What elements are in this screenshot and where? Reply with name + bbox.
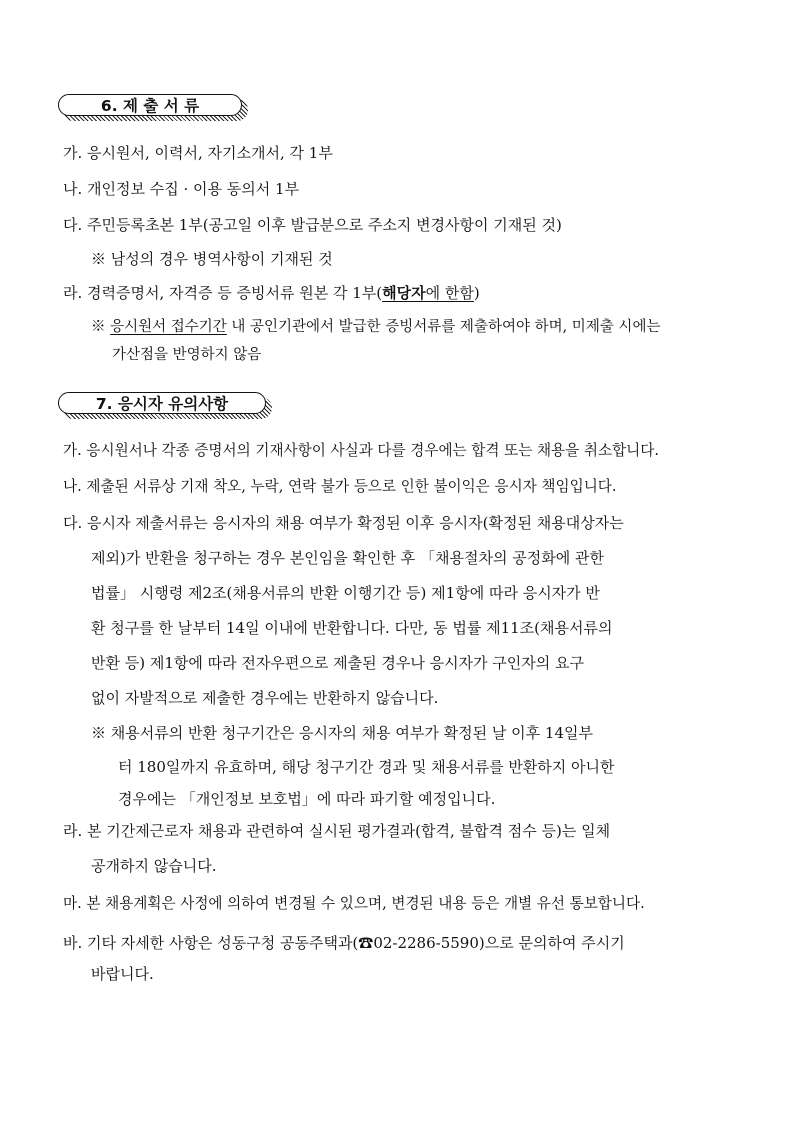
- ba-text-post: )으로 문의하여 주시기: [478, 934, 625, 952]
- section-7-item-ba-line1: [63, 933, 625, 953]
- section-7-item-da-line6: 없이 자발적으로 제출한 경우에는 반환하지 않습니다.: [91, 689, 439, 707]
- section-7-item-ra-line2: 공개하지 않습니다.: [91, 857, 217, 875]
- phone-icon: ☎: [358, 934, 374, 952]
- section-6-item-na: 나. 개인정보 수집 · 이용 동의서 1부: [63, 180, 300, 198]
- section-7-item-na: 나. 제출된 서류상 기재 착오, 누락, 연락 불가 등으로 인한 불이익은 응시자 책임입니다.: [63, 478, 617, 495]
- section-7-item-ba-line2: 바랍니다.: [91, 965, 154, 983]
- section-6-heading: [58, 94, 248, 118]
- note-mark: ※: [91, 319, 111, 335]
- section-7-item-da-line5: 반환 등) 제1항에 따라 전자우편으로 제출된 경우나 응시자가 구인자의 요구: [91, 654, 585, 672]
- ra-applicable-note: [382, 284, 474, 302]
- section-7-item-da-note-line3: 경우에는 「개인정보 보호법」에 따라 파기할 예정입니다.: [118, 790, 496, 808]
- section-7-item-da-line2: 제외)가 반환을 청구하는 경우 본인임을 확인한 후 「채용절차의 공정화에 관한: [91, 549, 604, 567]
- section-7-item-da-note-line2: 터 180일까지 유효하며, 해당 청구기간 경과 및 채용서류를 반환하지 아니한: [118, 758, 615, 776]
- section-6-item-ra: [63, 283, 480, 303]
- ra-text: 라. 경력증명서, 자격증 등 증빙서류 원본 각 1부(: [63, 284, 383, 302]
- ra-close: ): [473, 284, 480, 302]
- section-7-heading: [58, 392, 272, 416]
- section-6-item-da: 다. 주민등록초본 1부(공고일 이후 발급분으로 주소지 변경사항이 기재된 것): [63, 216, 562, 234]
- section-6-item-da-note: ※ 남성의 경우 병역사항이 기재된 것: [91, 250, 333, 268]
- ra-applicable-bold: 해당자: [382, 284, 426, 302]
- section-7-item-da-line4: 환 청구를 한 날부터 14일 이내에 반환합니다. 다만, 동 법률 제11조(채용서류의: [91, 619, 613, 637]
- section-6-item-ra-note-line2: 가산점을 반영하지 않음: [112, 347, 262, 363]
- phone-number: 02-2286-5590: [373, 934, 479, 952]
- section-7-item-ra-line1: 라. 본 기간제근로자 채용과 관련하여 실시된 평가결과(합격, 불합격 점수 등)는 일체: [63, 822, 611, 840]
- section-7-item-da-note-line1: ※ 채용서류의 반환 청구기간은 응시자의 채용 여부가 확정된 날 이후 14일부: [91, 724, 593, 742]
- ra-note-underlined: 응시원서 접수기간: [110, 319, 227, 335]
- section-7-item-da-line3: 법률」 시행령 제2조(채용서류의 반환 이행기간 등) 제1항에 따라 응시자가 반: [91, 584, 600, 602]
- section-6-item-ga: 가. 응시원서, 이력서, 자기소개서, 각 1부: [63, 144, 333, 162]
- section-7-item-da-line1: 다. 응시자 제출서류는 응시자의 채용 여부가 확정된 이후 응시자(확정된 채용대상자는: [63, 514, 624, 532]
- section-6-title: 6. 제 출 서 류: [58, 94, 242, 116]
- ba-text: 바. 기타 자세한 사항은 성동구청 공동주택과(: [63, 934, 359, 952]
- ra-note-rest: 내 공인기관에서 발급한 증빙서류를 제출하여야 하며, 미제출 시에는: [226, 319, 661, 335]
- section-7-title: 7. 응시자 유의사항: [58, 392, 266, 414]
- section-6-item-ra-note: [91, 317, 660, 337]
- ra-applicable-rest: 에 한함: [425, 284, 474, 302]
- section-7-item-ma: 마. 본 채용계획은 사정에 의하여 변경될 수 있으며, 변경된 내용 등은 개별 유선 통보합니다.: [63, 895, 645, 912]
- section-7-item-ga: 가. 응시원서나 각종 증명서의 기재사항이 사실과 다를 경우에는 합격 또는 채용을 취소합니다.: [63, 442, 660, 459]
